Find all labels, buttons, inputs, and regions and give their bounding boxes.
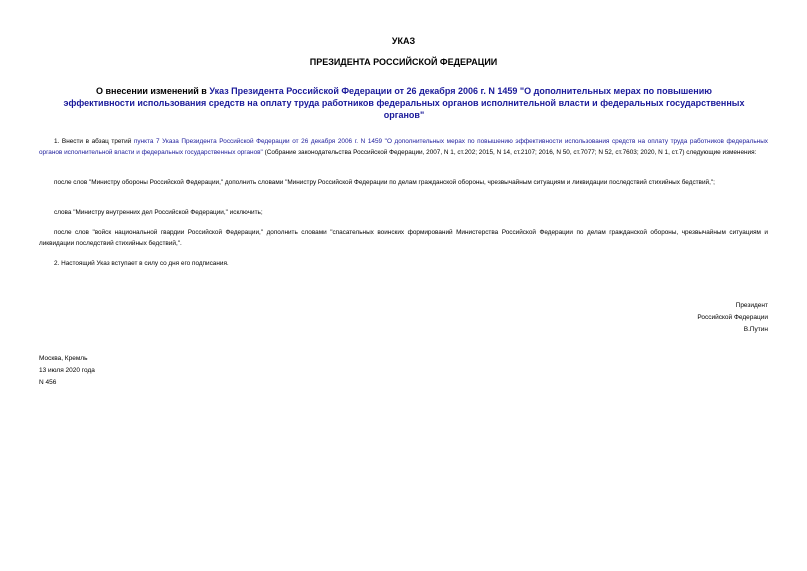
place-location: Москва, Кремль: [39, 355, 88, 362]
place-date: 13 июля 2020 года: [39, 367, 95, 374]
p1-decree-link[interactable]: пункта 7 Указа Президента Российской Федерации от 26 декабря 2006 г. N 1459 "О дополнительных мерах по повышению эффективности использования средств на оплату труда работников федеральных органов исполнительной власти и федеральных государственных органов": [39, 138, 768, 156]
signature-block: [568, 300, 768, 336]
signature-name: В.Путин: [743, 326, 768, 333]
signature-country: Российской Федерации: [697, 314, 768, 321]
p1-prefix: 1. Внести в абзац третий: [54, 138, 134, 145]
p3-text: слова "Министру внутренних дел Российской Федерации," исключить;: [54, 209, 263, 216]
paragraph-5: [39, 259, 768, 270]
paragraph-4: [39, 228, 768, 249]
paragraph-2: [39, 178, 768, 189]
p2-text: после слов "Министру обороны Российской Федерации," дополнить словами "Министру Российской Федерации по делам гражданской обороны, чрезвычайным ситуациям и ликвидации последствий стихийных бедствий,";: [54, 179, 715, 186]
doc-type-heading: УКАЗ: [391, 36, 416, 46]
p4-text: после слов "войск национальной гвардии Российской Федерации," дополнить словами "спасательных воинских формирований Министерства Российской Федерации по делам гражданской обороны, чрезвычайным ситуациям и ликвидации последствий стихийных бедствий,".: [39, 229, 768, 247]
signature-title: Президент: [735, 302, 768, 309]
paragraph-3: [39, 208, 768, 219]
document-title: [60, 85, 748, 121]
p1-suffix: (Собрание законодательства Российской Федерации, 2007, N 1, ст.202; 2015, N 14, ст.2107; 2016, N 50, ст.7077; N 52, ст.7603; 2020, N 1, ст.7) следующие изменения:: [262, 148, 757, 156]
issuer-heading: ПРЕЗИДЕНТА РОССИЙСКОЙ ФЕДЕРАЦИИ: [309, 57, 498, 67]
title-decree-link[interactable]: Указ Президента Российской Федерации от 26 декабря 2006 г. N 1459 "О дополнительных мерах по повышению эффективности использования средств на оплату труда работников федеральных органов исполнительной власти и федеральных государственных органов": [63, 86, 745, 120]
title-prefix: О внесении изменений в: [96, 86, 210, 96]
p5-text: 2. Настоящий Указ вступает в силу со дня его подписания.: [54, 260, 229, 267]
paragraph-1: [39, 137, 768, 158]
place-number: N 456: [39, 379, 57, 386]
place-date-block: [39, 353, 239, 389]
